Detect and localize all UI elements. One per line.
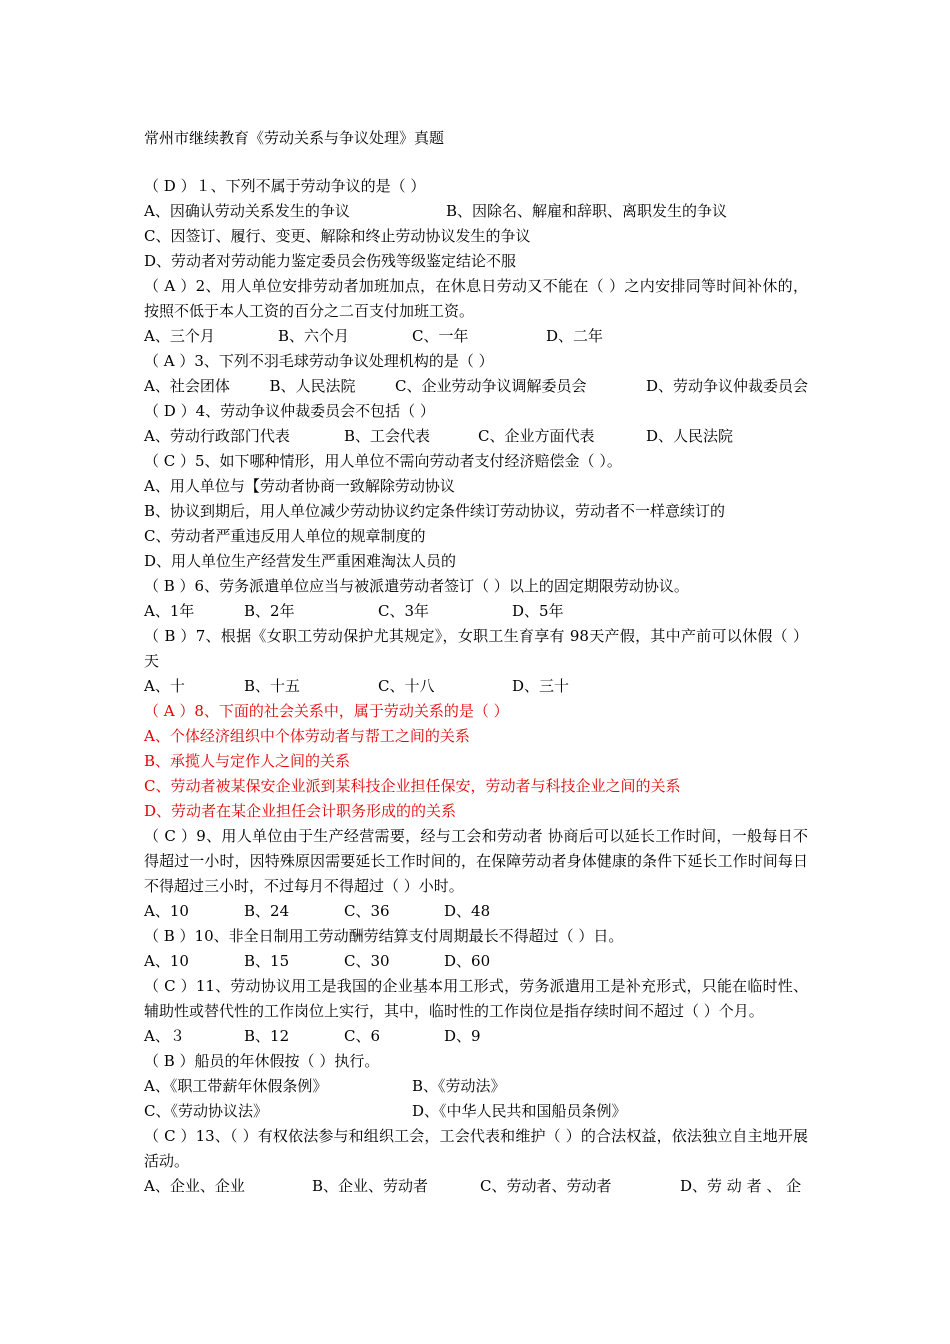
option: C、因签订、履行、变更、解除和终止劳动协议发生的争议 — [144, 227, 531, 245]
option-row — [144, 774, 808, 799]
question-5 — [144, 449, 808, 574]
option-row — [144, 799, 808, 824]
question-11 — [144, 974, 808, 1049]
option: D、用人单位生产经营发生严重困难淘汰人员的 — [144, 552, 457, 570]
question-stem: （ A ）8、下面的社会关系中，属于劳动关系的是（ ） — [144, 702, 509, 720]
question-stem: （ D ）１、下列不属于劳动争议的是（ ） — [144, 177, 426, 195]
option: C、企业劳动争议调解委员会 — [394, 377, 587, 395]
option: B、人民法院 — [269, 377, 356, 395]
question-stem: （ B ）船员的年休假按（ ）执行。 — [144, 1052, 380, 1070]
question-stem: （ B ）6、劳务派遣单位应当与被派遣劳动者签订（ ）以上的固定期限劳动协议。 — [144, 577, 689, 595]
option: D、劳 动 者 、 企 — [680, 1177, 802, 1195]
option: A、用人单位与【劳动者协商一致解除劳动协议 — [144, 477, 455, 495]
question-10 — [144, 924, 808, 974]
option-row — [144, 1024, 808, 1049]
option: B、《劳动法》 — [412, 1077, 506, 1095]
option-row — [144, 524, 808, 549]
question-4 — [144, 399, 808, 449]
option-row — [144, 249, 808, 274]
question-3 — [144, 349, 808, 399]
question-12 — [144, 1049, 808, 1124]
question-1 — [144, 174, 808, 274]
document-title: 常州市继续教育《劳动关系与争议处理》真题 — [144, 129, 445, 147]
option-row — [144, 724, 808, 749]
question-7 — [144, 624, 808, 699]
option: D、三十 — [512, 677, 570, 695]
question-stem: （ A ）2、用人单位安排劳动者加班加点，在休息日劳动又不能在（ ）之内安排同等时间补休的，按照不低于本人工资的百分之二百支付加班工资。 — [144, 277, 808, 320]
option-row — [144, 949, 808, 974]
option: C、30 — [344, 952, 390, 970]
option-row — [144, 674, 808, 699]
option: C、36 — [344, 902, 390, 920]
option: C、劳动者严重违反用人单位的规章制度的 — [144, 527, 426, 545]
option-row — [144, 474, 808, 499]
option: D、48 — [444, 902, 491, 920]
option: C、十八 — [378, 677, 435, 695]
option-row — [144, 224, 808, 249]
option: B、因除名、解雇和辞职、离职发生的争议 — [446, 202, 728, 220]
question-stem: （ A ）3、下列不羽毛球劳动争议处理机构的是（ ） — [144, 352, 494, 370]
question-stem: （ B ）7、根据《女职工劳动保护尤其规定》，女职工生育享有 98天产假，其中产前可以休假（ ）天 — [144, 627, 808, 670]
question-stem: （ C ）11、劳动协议用工是我国的企业基本用工形式，劳务派遣用工是补充形式，只能在临时性、辅助性或替代性的工作岗位上实行，其中，临时性的工作岗位是指存续时间不超过（ ）个月。 — [144, 977, 808, 1020]
option-row — [144, 1099, 808, 1124]
question-9 — [144, 824, 808, 924]
option: C、3年 — [378, 602, 430, 620]
option: A、劳动行政部门代表 — [144, 427, 290, 445]
option: C、《劳动协议法》 — [144, 1102, 268, 1120]
question-list — [144, 174, 808, 1199]
option: D、5年 — [512, 602, 564, 620]
option-row — [144, 1174, 808, 1199]
option: A、1年 — [144, 602, 195, 620]
option: D、劳动者对劳动能力鉴定委员会伤残等级鉴定结论不服 — [144, 252, 517, 270]
question-8 — [144, 699, 808, 824]
option: B、承揽人与定作人之间的关系 — [144, 752, 351, 770]
option: A、十 — [144, 677, 185, 695]
option: D、劳动者在某企业担任会计职务形成的的关系 — [144, 802, 457, 820]
option: C、劳动者被某保安企业派到某科技企业担任保安，劳动者与科技企业之间的关系 — [144, 777, 681, 795]
option: B、十五 — [244, 677, 301, 695]
option-row — [144, 199, 808, 224]
option-row — [144, 374, 808, 399]
option-row — [144, 549, 808, 574]
option-row — [144, 1074, 808, 1099]
option: B、企业、劳动者 — [312, 1177, 429, 1195]
option: D、9 — [444, 1027, 481, 1045]
option: D、人民法院 — [646, 427, 734, 445]
option: B、协议到期后，用人单位减少劳动协议约定条件续订劳动协议，劳动者不一样意续订的 — [144, 502, 726, 520]
option-row — [144, 749, 808, 774]
option-row — [144, 599, 808, 624]
option-row — [144, 499, 808, 524]
option: B、24 — [244, 902, 290, 920]
option: C、企业方面代表 — [478, 427, 595, 445]
option: A、３ — [144, 1027, 185, 1045]
option-row — [144, 899, 808, 924]
option: B、15 — [244, 952, 290, 970]
option: D、二年 — [546, 327, 604, 345]
option: B、工会代表 — [344, 427, 431, 445]
question-stem: （ C ）13、（ ）有权依法参与和组织工会，工会代表和维护（ ）的合法权益，依法独立自主地开展活动。 — [144, 1127, 808, 1170]
option: A、《职工带薪年休假条例》 — [144, 1077, 328, 1095]
option: C、6 — [344, 1027, 381, 1045]
option: C、劳动者、劳动者 — [480, 1177, 612, 1195]
option: A、三个月 — [144, 327, 215, 345]
option: A、企业、企业 — [144, 1177, 245, 1195]
option-row — [144, 324, 808, 349]
option: B、2年 — [244, 602, 295, 620]
option: C、一年 — [412, 327, 469, 345]
question-stem: （ D ）4、劳动争议仲裁委员会不包括（ ） — [144, 402, 435, 420]
question-13 — [144, 1124, 808, 1199]
question-stem: （ C ）9、用人单位由于生产经营需要，经与工会和劳动者 协商后可以延长工作时间，一般每日不得超过一小时，因特殊原因需要延长工作时间的，在保障劳动者身体健康的条件下延长工作时间每日不得超过三小时，不过每月不得超过（ ）小时。 — [144, 827, 808, 895]
option-row — [144, 424, 808, 449]
option: D、60 — [444, 952, 491, 970]
option: A、个体经济组织中个体劳动者与帮工之间的关系 — [144, 727, 470, 745]
question-stem: （ C ）5、如下哪种情形，用人单位不需向劳动者支付经济赔偿金（ ）。 — [144, 452, 622, 470]
option: D、《中华人民共和国船员条例》 — [412, 1102, 627, 1120]
option: D、劳动争议仲裁委员会 — [645, 377, 808, 395]
option: A、因确认劳动关系发生的争议 — [144, 202, 350, 220]
option: B、12 — [244, 1027, 290, 1045]
option: A、10 — [144, 952, 189, 970]
option: B、六个月 — [278, 327, 350, 345]
question-2 — [144, 274, 808, 349]
option: A、社会团体 — [144, 377, 230, 395]
option: A、10 — [144, 902, 189, 920]
question-6 — [144, 574, 808, 624]
question-stem: （ B ）10、非全日制用工劳动酬劳结算支付周期最长不得超过（ ）日。 — [144, 927, 624, 945]
